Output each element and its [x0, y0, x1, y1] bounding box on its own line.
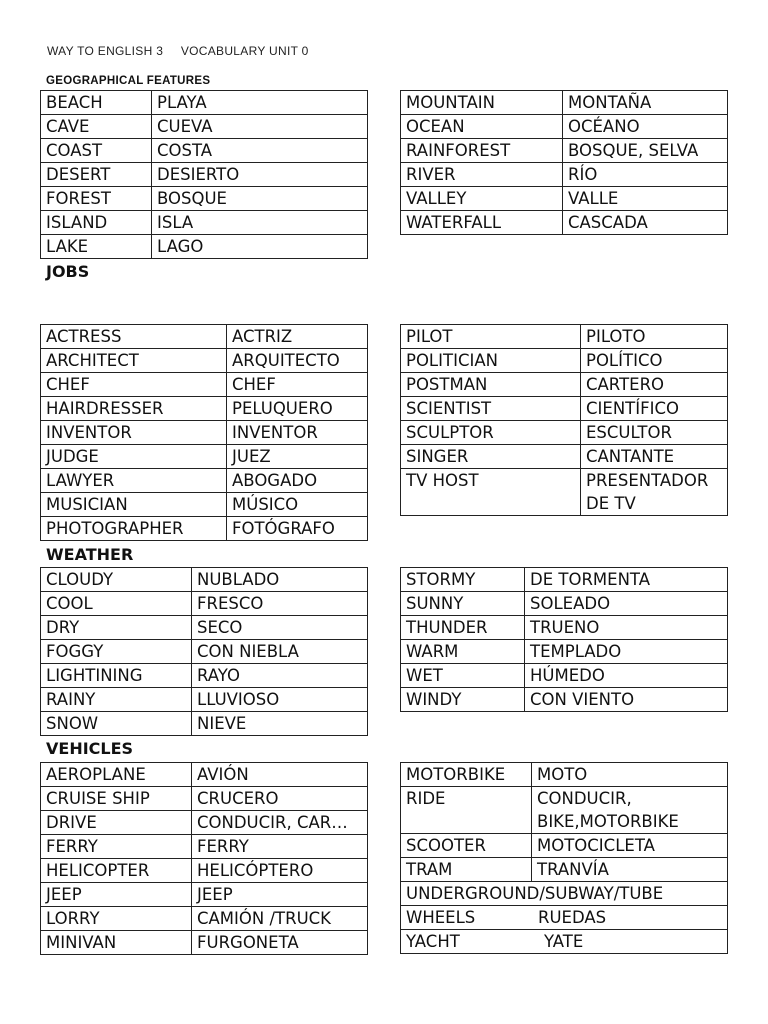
- weather-right-table: [400, 567, 728, 712]
- vocab-row: [41, 907, 368, 931]
- spanish-word: FOTÓGRAFO: [227, 517, 368, 541]
- geographical-right-table: [400, 90, 728, 235]
- spanish-word: ABOGADO: [227, 469, 368, 493]
- vocab-row: [41, 397, 368, 421]
- spanish-word: CASCADA: [563, 211, 728, 235]
- spanish-word: TEMPLADO: [525, 640, 728, 664]
- spanish-word: VALLE: [563, 187, 728, 211]
- jobs-right-table: [400, 324, 728, 516]
- spanish-word: RUEDAS: [538, 908, 607, 927]
- vocab-row: [41, 421, 368, 445]
- spanish-word: CAMIÓN /TRUCK: [192, 907, 368, 931]
- jobs-left-table: [40, 324, 368, 541]
- english-word: WINDY: [401, 688, 525, 712]
- vocab-row: [401, 882, 728, 906]
- vocab-row: [401, 568, 728, 592]
- english-word: COOL: [41, 592, 192, 616]
- english-word: HELICOPTER: [41, 859, 192, 883]
- spanish-word: INVENTOR: [227, 421, 368, 445]
- english-word: DRY: [41, 616, 192, 640]
- english-word: LAKE: [41, 235, 152, 259]
- vocab-row: [401, 91, 728, 115]
- vocab-row: [41, 763, 368, 787]
- vocab-row: [401, 592, 728, 616]
- spanish-word: BOSQUE: [152, 187, 368, 211]
- english-word: STORMY: [401, 568, 525, 592]
- vocab-row: [41, 445, 368, 469]
- vocab-row: [401, 445, 728, 469]
- spanish-word: ISLA: [152, 211, 368, 235]
- spanish-word: RAYO: [192, 664, 368, 688]
- english-word: RIVER: [401, 163, 563, 187]
- vocab-row: [401, 664, 728, 688]
- book-title: WAY TO ENGLISH 3: [47, 44, 164, 58]
- english-word: ARCHITECT: [41, 349, 227, 373]
- vocab-row: [41, 235, 368, 259]
- vocab-row: [41, 787, 368, 811]
- english-word: MOUNTAIN: [401, 91, 563, 115]
- vocab-row: [401, 688, 728, 712]
- spanish-word: OCÉANO: [563, 115, 728, 139]
- vocab-row: [41, 325, 368, 349]
- english-word: SNOW: [41, 712, 192, 736]
- spanish-word: RÍO: [563, 163, 728, 187]
- vocab-row: [41, 883, 368, 907]
- vocab-row: [401, 616, 728, 640]
- english-word: LORRY: [41, 907, 192, 931]
- english-word: DESERT: [41, 163, 152, 187]
- english-word: PHOTOGRAPHER: [41, 517, 227, 541]
- vocab-row: [401, 787, 728, 834]
- spanish-word: CONDUCIR, BIKE,MOTORBIKE: [532, 787, 728, 834]
- section-title-jobs: JOBS: [46, 262, 90, 281]
- spanish-word: CHEF: [227, 373, 368, 397]
- spanish-word: CUEVA: [152, 115, 368, 139]
- vocab-row: [401, 187, 728, 211]
- english-word: FOREST: [41, 187, 152, 211]
- spanish-word: MOTO: [532, 763, 728, 787]
- english-word: INVENTOR: [41, 421, 227, 445]
- vocab-row: [401, 115, 728, 139]
- vocab-row: [401, 469, 728, 516]
- vocab-row: [41, 115, 368, 139]
- spanish-word: FRESCO: [192, 592, 368, 616]
- english-word: POLITICIAN: [401, 349, 581, 373]
- spanish-word: HÚMEDO: [525, 664, 728, 688]
- spanish-word: SOLEADO: [525, 592, 728, 616]
- vocab-row: [41, 91, 368, 115]
- english-word: FERRY: [41, 835, 192, 859]
- vocab-row: [41, 373, 368, 397]
- english-word: AEROPLANE: [41, 763, 192, 787]
- english-word: CHEF: [41, 373, 227, 397]
- english-word: TV HOST: [401, 469, 581, 516]
- spanish-word: HELICÓPTERO: [192, 859, 368, 883]
- spanish-word: ARQUITECTO: [227, 349, 368, 373]
- section-title-weather: WEATHER: [46, 545, 134, 564]
- spanish-word: LLUVIOSO: [192, 688, 368, 712]
- vocab-row: [41, 640, 368, 664]
- english-word: VALLEY: [401, 187, 563, 211]
- spanish-word: MOTOCICLETA: [532, 834, 728, 858]
- english-word: SCULPTOR: [401, 421, 581, 445]
- english-word: TRAM: [401, 858, 532, 882]
- spanish-word: AVIÓN: [192, 763, 368, 787]
- english-word: CRUISE SHIP: [41, 787, 192, 811]
- vocab-row: [41, 592, 368, 616]
- vocab-row: [41, 349, 368, 373]
- english-word: SCIENTIST: [401, 397, 581, 421]
- english-word: UNDERGROUND/SUBWAY/TUBE: [401, 882, 728, 906]
- vocab-row: [41, 469, 368, 493]
- section-title-vehicles: VEHICLES: [46, 739, 134, 758]
- spanish-word: CON VIENTO: [525, 688, 728, 712]
- spanish-word: CANTANTE: [581, 445, 728, 469]
- vocab-row: [41, 931, 368, 955]
- english-word: RAINFOREST: [401, 139, 563, 163]
- vocab-row: [401, 349, 728, 373]
- vocab-row: [401, 930, 728, 954]
- english-word: JEEP: [41, 883, 192, 907]
- spanish-word: MONTAÑA: [563, 91, 728, 115]
- english-word: OCEAN: [401, 115, 563, 139]
- english-word: HAIRDRESSER: [41, 397, 227, 421]
- spanish-word: MÚSICO: [227, 493, 368, 517]
- page-header: [47, 44, 309, 58]
- spanish-word: NIEVE: [192, 712, 368, 736]
- vocab-row: [401, 858, 728, 882]
- vocab-row: [401, 906, 728, 930]
- spanish-word: COSTA: [152, 139, 368, 163]
- geographical-left-table: [40, 90, 368, 259]
- english-word: WHEELS: [406, 908, 476, 927]
- spanish-word: PLAYA: [152, 91, 368, 115]
- vocab-row: [41, 187, 368, 211]
- vocab-row: [41, 211, 368, 235]
- english-word: SCOOTER: [401, 834, 532, 858]
- spanish-word: BOSQUE, SELVA: [563, 139, 728, 163]
- english-word: MUSICIAN: [41, 493, 227, 517]
- english-word: LIGHTINING: [41, 664, 192, 688]
- vocab-row: [41, 616, 368, 640]
- vocab-row: [41, 712, 368, 736]
- english-word: CAVE: [41, 115, 152, 139]
- vocab-row: [41, 688, 368, 712]
- vocab-row: [41, 163, 368, 187]
- vocab-row: [41, 493, 368, 517]
- spanish-word: PILOTO: [581, 325, 728, 349]
- vocab-row: [401, 211, 728, 235]
- english-word: THUNDER: [401, 616, 525, 640]
- weather-left-table: [40, 567, 368, 736]
- english-word: WATERFALL: [401, 211, 563, 235]
- vehicles-right-table: [400, 762, 728, 954]
- spanish-word: CRUCERO: [192, 787, 368, 811]
- spanish-word: TRUENO: [525, 616, 728, 640]
- vocab-row: [401, 373, 728, 397]
- vocab-row: [401, 397, 728, 421]
- vocab-row: [401, 834, 728, 858]
- vocab-pair: [401, 906, 728, 930]
- english-word: DRIVE: [41, 811, 192, 835]
- vocab-row: [41, 517, 368, 541]
- english-word: BEACH: [41, 91, 152, 115]
- spanish-word: JUEZ: [227, 445, 368, 469]
- section-title-geographical: GEOGRAPHICAL FEATURES: [46, 75, 211, 87]
- spanish-word: SECO: [192, 616, 368, 640]
- english-word: ACTRESS: [41, 325, 227, 349]
- vocab-row: [41, 859, 368, 883]
- vocab-row: [41, 139, 368, 163]
- vocab-row: [41, 811, 368, 835]
- english-word: FOGGY: [41, 640, 192, 664]
- vocab-row: [401, 421, 728, 445]
- vocab-row: [41, 568, 368, 592]
- english-word: CLOUDY: [41, 568, 192, 592]
- spanish-word: PELUQUERO: [227, 397, 368, 421]
- english-word: ISLAND: [41, 211, 152, 235]
- spanish-word: ACTRIZ: [227, 325, 368, 349]
- english-word: COAST: [41, 139, 152, 163]
- spanish-word: DESIERTO: [152, 163, 368, 187]
- unit-title: VOCABULARY UNIT 0: [180, 44, 309, 58]
- vocab-row: [401, 325, 728, 349]
- spanish-word: TRANVÍA: [532, 858, 728, 882]
- spanish-word: DE TORMENTA: [525, 568, 728, 592]
- english-word: RAINY: [41, 688, 192, 712]
- english-word: SINGER: [401, 445, 581, 469]
- spanish-word: NUBLADO: [192, 568, 368, 592]
- english-word: WET: [401, 664, 525, 688]
- spanish-word: CONDUCIR, CAR…: [192, 811, 368, 835]
- spanish-word: JEEP: [192, 883, 368, 907]
- vocab-row: [401, 163, 728, 187]
- vocab-pair: [401, 930, 728, 954]
- spanish-word: POLÍTICO: [581, 349, 728, 373]
- spanish-word: CIENTÍFICO: [581, 397, 728, 421]
- vocab-row: [401, 139, 728, 163]
- vocab-row: [41, 835, 368, 859]
- spanish-word: ESCULTOR: [581, 421, 728, 445]
- english-word: YACHT: [406, 932, 460, 951]
- english-word: WARM: [401, 640, 525, 664]
- vocab-row: [401, 640, 728, 664]
- spanish-word: LAGO: [152, 235, 368, 259]
- english-word: RIDE: [401, 787, 532, 834]
- english-word: MINIVAN: [41, 931, 192, 955]
- english-word: SUNNY: [401, 592, 525, 616]
- spanish-word: PRESENTADOR DE TV: [581, 469, 728, 516]
- english-word: PILOT: [401, 325, 581, 349]
- english-word: LAWYER: [41, 469, 227, 493]
- vocab-row: [41, 664, 368, 688]
- english-word: POSTMAN: [401, 373, 581, 397]
- spanish-word: YATE: [544, 932, 584, 951]
- english-word: MOTORBIKE: [401, 763, 532, 787]
- vocab-row: [401, 763, 728, 787]
- spanish-word: FURGONETA: [192, 931, 368, 955]
- spanish-word: FERRY: [192, 835, 368, 859]
- spanish-word: CON NIEBLA: [192, 640, 368, 664]
- vehicles-left-table: [40, 762, 368, 955]
- english-word: JUDGE: [41, 445, 227, 469]
- spanish-word: CARTERO: [581, 373, 728, 397]
